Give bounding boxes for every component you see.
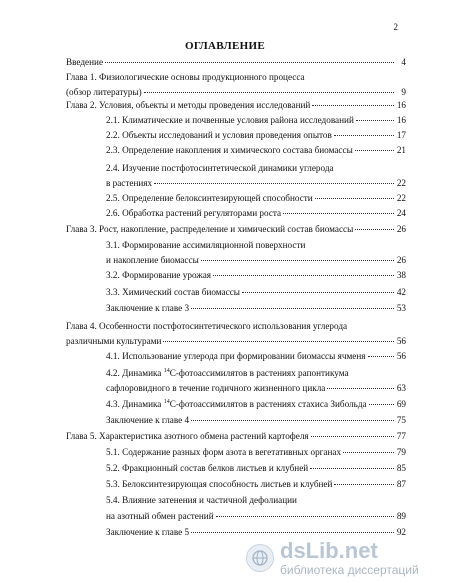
- toc-entry-label: [106, 399, 367, 410]
- toc-entry-text-continued: С-фотоассимилятов в растениях рапонтикума: [169, 368, 349, 378]
- toc-leader: [191, 532, 394, 533]
- toc-entry-page: 63: [396, 383, 406, 393]
- toc-entry: [106, 368, 406, 379]
- toc-entry: [106, 511, 406, 522]
- toc-entry: [106, 527, 406, 538]
- toc-entry-page: 4: [401, 57, 406, 67]
- toc-leader: [154, 183, 394, 184]
- toc-entry: [106, 178, 406, 189]
- toc-entry-text: Глава 1. Физиологические основы продукционного процесса: [66, 72, 305, 82]
- toc-entry-text: 2.6. Обработка растений регуляторами роста: [106, 208, 282, 218]
- toc-entry-page: 24: [396, 208, 406, 218]
- toc-entry-page: 79: [396, 447, 406, 457]
- toc-leader: [213, 275, 394, 276]
- toc-leader: [310, 468, 394, 469]
- toc-entry-label: [66, 100, 310, 111]
- toc-entry-page: 17: [396, 130, 406, 140]
- toc-entry-text: 2.2. Объекты исследований и условия проведения опытов: [106, 130, 332, 140]
- toc-entry-label: [106, 479, 332, 490]
- toc-entry-page: 22: [396, 178, 406, 188]
- toc-entry: [106, 479, 406, 490]
- toc-entry-superscript: 14: [163, 398, 170, 405]
- toc-entry-label: [106, 208, 281, 219]
- toc-entry: [66, 72, 406, 83]
- toc-entry-label: [106, 193, 313, 204]
- toc-entry-text: различными культурами: [66, 336, 162, 346]
- toc-entry-page: 75: [396, 415, 406, 425]
- toc-entry-label: [106, 351, 366, 362]
- toc-leader: [334, 484, 394, 485]
- toc-entry-label: [106, 415, 189, 426]
- globe-icon: [246, 544, 274, 572]
- toc-entry-label: [106, 163, 334, 174]
- toc-entry-page: 16: [396, 100, 406, 110]
- toc-leader: [191, 420, 394, 421]
- toc-entry-text: Глава 4. Особенности постфотосинтетического использования углерода: [66, 321, 348, 331]
- toc-entry-page: 89: [396, 511, 406, 521]
- toc-entry: [106, 415, 406, 426]
- toc-entry-text-continued: С-фотоассимилятов в растениях стахиса Зибольда: [169, 399, 367, 409]
- toc-leader: [201, 260, 394, 261]
- toc-leader: [315, 198, 394, 199]
- toc-entry-label: [106, 178, 152, 189]
- toc-entry-label: [106, 255, 199, 266]
- toc-entry-label: [66, 57, 103, 68]
- page-number: 2: [393, 22, 398, 32]
- toc-entry-page: 92: [396, 527, 406, 537]
- toc-entry-text: Заключение к главе 3: [106, 303, 190, 313]
- page-title: ОГЛАВЛЕНИЕ: [185, 40, 265, 52]
- toc-entry: [106, 287, 406, 298]
- toc-entry-label: [66, 336, 161, 347]
- toc-entry: [106, 399, 406, 410]
- toc-leader: [355, 150, 394, 151]
- toc-leader: [163, 341, 394, 342]
- toc-entry-page: 87: [396, 479, 406, 489]
- toc-entry-superscript: 14: [163, 367, 170, 374]
- toc-leader: [191, 308, 394, 309]
- toc-entry-label: [106, 511, 214, 522]
- toc-entry-label: [106, 463, 308, 474]
- watermark: [246, 538, 436, 578]
- toc-entry-label: [106, 527, 189, 538]
- toc-entry-text: 5.2. Фракционный состав белков листьев и клубней: [106, 463, 309, 473]
- toc-entry-page: 56: [396, 336, 406, 346]
- toc-leader: [369, 404, 394, 405]
- toc-entry-text: (обзор литературы): [66, 87, 142, 97]
- toc-leader: [327, 388, 394, 389]
- toc-entry: [106, 208, 406, 219]
- toc-entry-label: [106, 495, 297, 506]
- toc-leader: [283, 213, 394, 214]
- toc-entry-page: 26: [396, 255, 406, 265]
- toc-entry-label: [66, 224, 353, 235]
- toc-entry: [106, 383, 406, 394]
- toc-entry-text: и накопление биомассы: [106, 255, 199, 265]
- toc-entry-text: 5.4. Влияние затенения и частичной дефолиации: [106, 495, 297, 505]
- toc-entry-text: сафлоровидного в течение годичного жизненного цикла: [106, 383, 326, 393]
- toc-leader: [343, 452, 394, 453]
- toc-entry: [106, 193, 406, 204]
- toc-entry-text: 4.2. Динамика: [106, 368, 164, 378]
- toc-entry-text: 4.1. Использование углерода при формировании биомассы ячменя: [106, 351, 366, 361]
- toc-entry: [106, 115, 406, 126]
- toc-entry-text: в растениях: [106, 178, 153, 188]
- toc-leader: [144, 92, 394, 93]
- toc-entry-page: 38: [396, 270, 406, 280]
- toc-entry-text: на азотный обмен растений: [106, 511, 214, 521]
- toc-entry: [66, 321, 406, 332]
- toc-entry-text: 4.3. Динамика: [106, 399, 164, 409]
- toc-entry-text: 2.4. Изучение постфотосинтетической динамики углерода: [106, 163, 334, 173]
- toc-entry: [106, 130, 406, 141]
- toc-entry: [106, 495, 406, 506]
- toc-entry-page: 53: [396, 303, 406, 313]
- toc-leader: [355, 229, 394, 230]
- toc-entry-text: 2.5. Определение белоксинтезирующей способности: [106, 193, 313, 203]
- watermark-brand: dsLib.net: [280, 538, 378, 563]
- toc-entry-text: Введение: [66, 57, 104, 67]
- toc-leader: [311, 436, 394, 437]
- toc-entry-label: [106, 130, 332, 141]
- toc-entry: [106, 447, 406, 458]
- toc-leader: [242, 292, 394, 293]
- toc-entry-label: [106, 240, 305, 251]
- toc-entry-label: [106, 145, 353, 156]
- toc-entry-label: [106, 115, 354, 126]
- toc-leader: [105, 62, 394, 63]
- toc-entry: [106, 463, 406, 474]
- watermark-subtitle: библиотека диссертаций: [280, 563, 419, 577]
- toc-entry-page: 22: [396, 193, 406, 203]
- toc-entry-text: 2.3. Определение накопления и химического состава биомассы: [106, 145, 353, 155]
- toc-entry-label: [66, 321, 347, 332]
- toc-entry: [106, 163, 406, 174]
- toc-entry-label: [66, 72, 305, 83]
- toc-entry-text: Глава 2. Условия, объекты и методы проведения исследований: [66, 100, 311, 110]
- toc-entry: [106, 255, 406, 266]
- toc-leader: [368, 356, 395, 357]
- toc-entry: [106, 351, 406, 362]
- toc-entry: [106, 303, 406, 314]
- toc-entry-page: 56: [396, 351, 406, 361]
- toc-entry-text: Заключение к главе 4: [106, 415, 190, 425]
- toc-entry-text: Заключение к главе 5: [106, 527, 190, 537]
- toc-entry-page: 77: [396, 431, 406, 441]
- toc-entry-text: Глава 5. Характеристика азотного обмена растений картофеля: [66, 431, 309, 441]
- toc-entry-text: 3.3. Химический состав биомассы: [106, 287, 240, 297]
- toc-entry-page: 26: [396, 224, 406, 234]
- toc-entry-page: 9: [401, 87, 406, 97]
- toc-entry-text: 5.1. Содержание разных форм азота в вегетативных органах: [106, 447, 342, 457]
- toc-entry: [66, 57, 406, 68]
- toc-leader: [334, 135, 394, 136]
- toc-entry: [66, 431, 406, 442]
- toc-entry-label: [106, 303, 189, 314]
- toc-entry-text: 3.1. Формирование ассимиляционной поверхности: [106, 240, 306, 250]
- toc-entry: [66, 224, 406, 235]
- toc-entry-page: 85: [396, 463, 406, 473]
- toc-entry-label: [106, 270, 211, 281]
- toc-entry-label: [106, 383, 325, 394]
- toc-entry: [106, 145, 406, 156]
- toc-entry: [66, 100, 406, 111]
- toc-leader: [312, 105, 394, 106]
- toc-entry-label: [106, 447, 341, 458]
- toc-entry-page: 69: [396, 399, 406, 409]
- toc-entry-text: 3.2. Формирование урожая: [106, 270, 212, 280]
- toc-entry-text: 5.3. Белоксинтезирующая способность листьев и клубней: [106, 479, 333, 489]
- toc-entry: [106, 270, 406, 281]
- toc-entry-label: [106, 368, 349, 379]
- toc-entry: [66, 87, 406, 98]
- toc-entry-label: [66, 87, 142, 98]
- toc-entry-text: 2.1. Климатические и почвенные условия района исследований: [106, 115, 354, 125]
- toc-entry-text: Глава 3. Рост, накопление, распределение и химический состав биомассы: [66, 224, 354, 234]
- toc-entry-page: 16: [396, 115, 406, 125]
- toc-entry-page: 42: [396, 287, 406, 297]
- toc-entry-label: [106, 287, 240, 298]
- toc-leader: [356, 120, 394, 121]
- toc-entry-page: 21: [396, 145, 406, 155]
- toc-leader: [216, 516, 394, 517]
- toc-entry: [66, 336, 406, 347]
- toc-entry: [106, 240, 406, 251]
- toc-entry-label: [66, 431, 309, 442]
